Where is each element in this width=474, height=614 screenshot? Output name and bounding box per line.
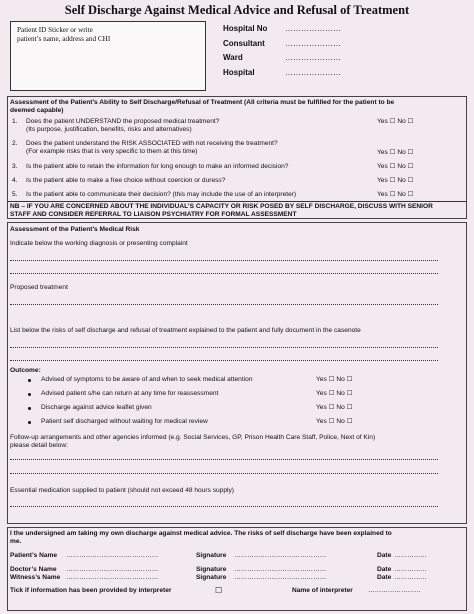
diagnosis-line[interactable] xyxy=(10,273,438,274)
question-number: 2. xyxy=(12,140,18,147)
question-text: Does the patient understand the RISK ASSOCIATED with not receiving the treatment? xyxy=(26,140,278,147)
yes-no-checkbox[interactable]: Yes ☐ No ☐ xyxy=(377,191,414,198)
field-dots: ………………… xyxy=(285,39,341,48)
doctor-name-label: Doctor’s Name xyxy=(10,566,57,573)
yes-no-checkbox[interactable]: Yes ☐ No ☐ xyxy=(316,418,353,425)
ward-field[interactable] xyxy=(223,53,341,63)
interpreter-name-label: Name of interpreter xyxy=(292,587,353,594)
interpreter-label: Tick if information has been provided by interpreter xyxy=(10,587,172,594)
question-text: (For example risks that is very specific to them at this time) xyxy=(26,148,198,155)
declaration-text: me. xyxy=(10,538,22,545)
outcome-text: Discharge against advice leaflet given xyxy=(41,404,152,411)
capacity-heading: deemed capable) xyxy=(10,107,64,114)
question-text: Is the patient able to make a free choice without coercion or duress? xyxy=(26,177,226,184)
date-line[interactable]: …………… xyxy=(394,566,427,573)
capacity-assessment-section xyxy=(7,96,467,219)
form-title: Self Discharge Against Medical Advice and Refusal of Treatment xyxy=(64,3,410,17)
bullet-icon xyxy=(28,393,31,396)
nb-warning: NB – IF YOU ARE CONCERNED ABOUT THE INDIVIDUAL’S CAPACITY OR RISK POSED BY SELF DISCHARGE, DISCUSS WITH SENIOR xyxy=(10,203,433,210)
yes-no-checkbox[interactable]: Yes ☐ No ☐ xyxy=(377,118,414,125)
signature-label: Signature xyxy=(196,574,227,581)
question-number: 5. xyxy=(12,191,18,198)
field-label: Hospital No xyxy=(223,24,268,33)
bullet-icon xyxy=(28,379,31,382)
medical-risk-section xyxy=(7,222,467,524)
witness-name-line[interactable]: …………………………………… xyxy=(66,574,159,581)
hospital-no-field[interactable] xyxy=(223,24,341,34)
field-dots: ………………… xyxy=(285,24,341,33)
followup-line[interactable] xyxy=(10,473,438,474)
signature-line[interactable]: …………………………………… xyxy=(234,574,327,581)
question-number: 1. xyxy=(12,118,18,125)
date-line[interactable]: …………… xyxy=(394,574,427,581)
date-line[interactable]: …………… xyxy=(394,552,427,559)
diagnosis-label: Indicate below the working diagnosis or presenting complaint xyxy=(10,240,188,247)
question-text: Is the patient able to communicate their decision? (this may include the use of an interpreter) xyxy=(26,191,297,198)
patient-id-box[interactable] xyxy=(10,21,206,91)
outcome-text: Advised of symptoms to be aware of and when to seek medical attention xyxy=(41,376,253,383)
interpreter-checkbox[interactable]: ☐ xyxy=(215,586,223,595)
signature-line[interactable]: …………………………………… xyxy=(234,566,327,573)
bullet-icon xyxy=(28,407,31,410)
treatment-label: Proposed treatment xyxy=(10,284,68,291)
question-number: 4. xyxy=(12,177,18,184)
question-text: Is the patient able to retain the information for long enough to make an informed decision? xyxy=(26,163,289,170)
yes-no-checkbox[interactable]: Yes ☐ No ☐ xyxy=(377,163,414,170)
yes-no-checkbox[interactable]: Yes ☐ No ☐ xyxy=(377,149,414,156)
signature-label: Signature xyxy=(196,552,227,559)
diagnosis-line[interactable] xyxy=(10,260,438,261)
declaration-text: I the undersigned am taking my own discharge against medical advice. The risks of self discharge have been explained to xyxy=(10,530,392,537)
yes-no-checkbox[interactable]: Yes ☐ No ☐ xyxy=(316,404,353,411)
yes-no-checkbox[interactable]: Yes ☐ No ☐ xyxy=(316,376,353,383)
patient-name-label: Patient’s Name xyxy=(10,552,58,559)
outcome-text: Patient self discharged without waiting for medical review xyxy=(41,418,208,425)
field-label: Consultant xyxy=(223,39,265,48)
medication-label: Essential medication supplied to patient (should not exceed 48 hours supply) xyxy=(10,487,234,494)
medication-line[interactable] xyxy=(10,506,438,507)
patient-name-line[interactable]: …………………………………… xyxy=(66,552,159,559)
nb-warning: STAFF AND CONSIDER REFERRAL TO LIAISON PSYCHIATRY FOR FORMAL ASSESSMENT xyxy=(10,211,297,218)
question-text: Does the patient UNDERSTAND the proposed medical treatment? xyxy=(26,118,220,125)
question-number: 3. xyxy=(12,163,18,170)
declaration-section xyxy=(7,527,467,611)
date-label: Date xyxy=(377,574,392,581)
risks-line[interactable] xyxy=(10,360,438,361)
risk-heading: Assessment of the Patient’s Medical Risk xyxy=(10,226,140,233)
question-text: (Its purpose, justification, benefits, risks and alternatives) xyxy=(26,126,192,133)
hospital-field[interactable] xyxy=(223,68,341,78)
date-label: Date xyxy=(377,552,392,559)
capacity-heading: Assessment of the Patient’s Ability to Self Discharge/Refusal of Treatment (All criteria must be fulfilled for the patient to be xyxy=(10,99,395,106)
doctor-name-line[interactable]: …………………………………… xyxy=(66,566,159,573)
followup-label: please detail below: xyxy=(10,442,68,449)
date-label: Date xyxy=(377,566,392,573)
treatment-line[interactable] xyxy=(10,304,438,305)
patient-box-line: patient’s name, address and CHI xyxy=(17,35,111,43)
followup-label: Follow-up arrangements and other agencies informed (e.g. Social Services, GP, Prison Health Care Staff, Police, Next of Kin) xyxy=(10,434,376,441)
signature-label: Signature xyxy=(196,566,227,573)
followup-line[interactable] xyxy=(10,459,438,460)
signature-line[interactable]: …………………………………… xyxy=(234,552,327,559)
field-label: Ward xyxy=(223,53,243,62)
witness-name-label: Witness’s Name xyxy=(10,574,61,581)
risks-line[interactable] xyxy=(10,347,438,348)
yes-no-checkbox[interactable]: Yes ☐ No ☐ xyxy=(377,177,414,184)
patient-box-line: Patient ID Sticker or write xyxy=(17,26,93,34)
outcome-label: Outcome: xyxy=(10,367,41,374)
field-dots: ………………… xyxy=(285,68,341,77)
risks-label: List below the risks of self discharge and refusal of treatment explained to the patient and fully document in the casenote xyxy=(10,327,361,334)
outcome-text: Advised patient s/he can return at any time for reassessment xyxy=(41,390,219,397)
field-dots: ………………… xyxy=(285,53,341,62)
divider xyxy=(8,201,466,202)
consultant-field[interactable] xyxy=(223,39,341,49)
field-label: Hospital xyxy=(223,68,255,77)
interpreter-name-line[interactable]: …………………… xyxy=(368,587,421,594)
yes-no-checkbox[interactable]: Yes ☐ No ☐ xyxy=(316,390,353,397)
bullet-icon xyxy=(28,421,31,424)
